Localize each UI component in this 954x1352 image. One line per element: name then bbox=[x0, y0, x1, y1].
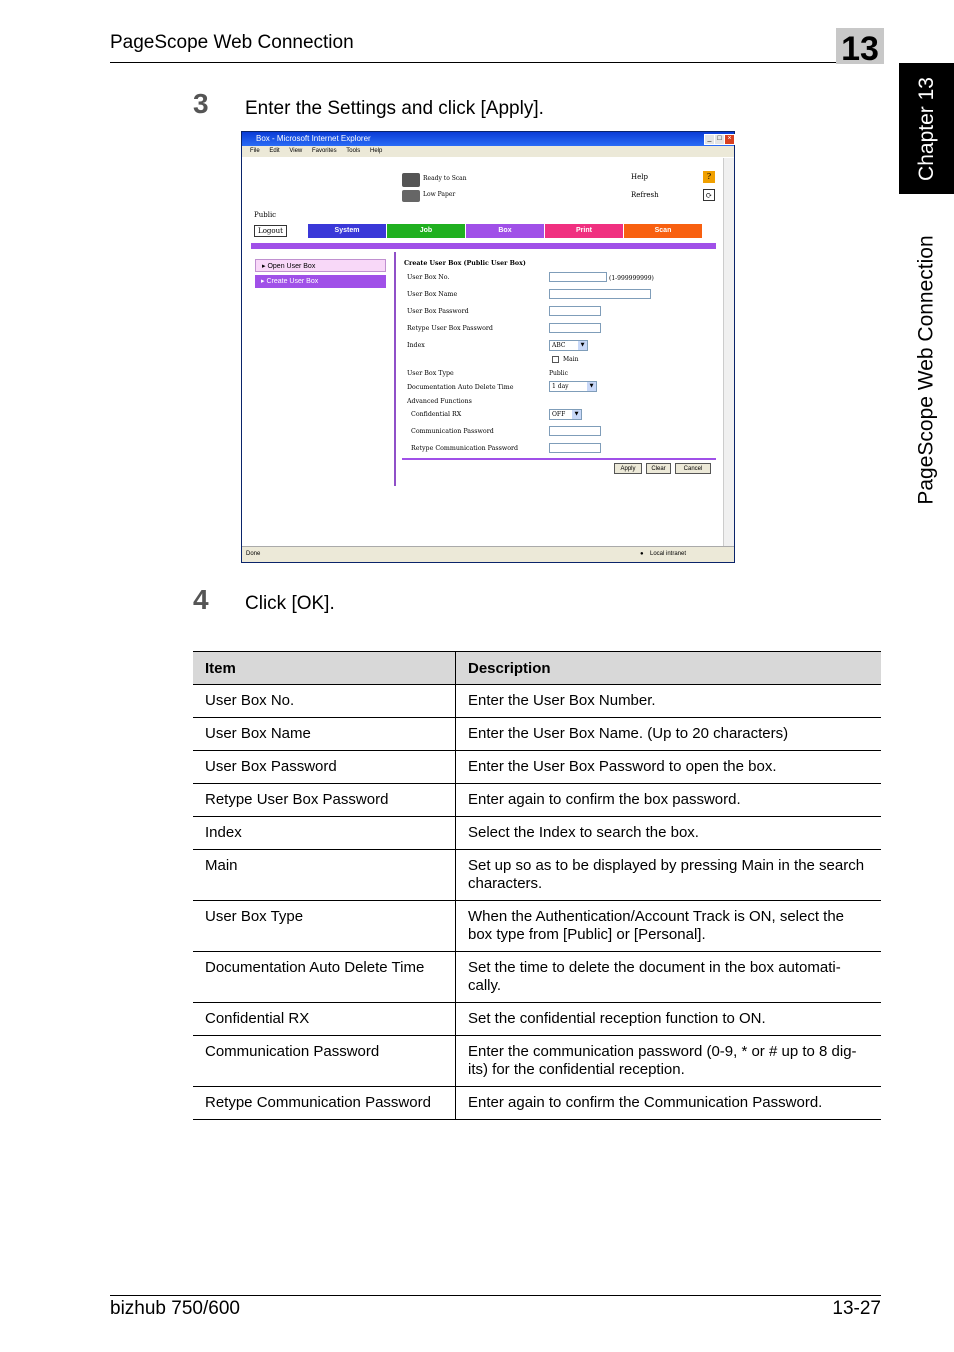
comm-password-input[interactable] bbox=[549, 426, 601, 436]
section-side-tab bbox=[899, 215, 954, 525]
label-user-box-type: User Box Type bbox=[407, 370, 454, 377]
user-box-no-input[interactable] bbox=[549, 272, 607, 282]
label-user-box-no: User Box No. bbox=[407, 274, 450, 281]
status-done: Done bbox=[246, 551, 261, 557]
chevron-down-icon: ▼ bbox=[587, 382, 596, 391]
table-cell-item: Retype User Box Password bbox=[193, 784, 456, 817]
menu-view[interactable]: View bbox=[289, 148, 303, 154]
user-box-name-input[interactable] bbox=[549, 289, 651, 299]
content-divider bbox=[394, 252, 396, 486]
menu-file[interactable]: File bbox=[250, 148, 260, 154]
table-cell-item: User Box Type bbox=[193, 901, 456, 952]
chevron-down-icon: ▼ bbox=[572, 410, 581, 419]
step-text: Enter the Settings and click [Apply]. bbox=[245, 98, 544, 119]
chapter-side-label: Chapter 13 bbox=[914, 76, 938, 181]
table-cell-description: Set the confidential reception function to ON. bbox=[456, 1003, 882, 1036]
table-cell-item: Main bbox=[193, 850, 456, 901]
globe-icon: ● bbox=[640, 551, 644, 557]
auto-delete-select-value: 1 day bbox=[552, 383, 569, 390]
table-cell-description: Set up so as to be displayed by pressing Main in the search characters. bbox=[456, 850, 882, 901]
table-cell-item: Index bbox=[193, 817, 456, 850]
table-cell-description: Select the Index to search the box. bbox=[456, 817, 882, 850]
confidential-rx-select[interactable] bbox=[549, 409, 582, 420]
menu-tools[interactable]: Tools bbox=[346, 148, 361, 154]
browser-status-bar bbox=[242, 546, 734, 562]
form-rule bbox=[402, 458, 716, 460]
refresh-icon[interactable]: ⟳ bbox=[703, 189, 715, 201]
table-cell-item: User Box Name bbox=[193, 718, 456, 751]
label-confidential-rx: Confidential RX bbox=[411, 411, 462, 418]
box-tab-bar bbox=[251, 243, 716, 249]
retype-password-input[interactable] bbox=[549, 323, 601, 333]
table-cell-item: Retype Communication Password bbox=[193, 1087, 456, 1120]
refresh-link[interactable]: Refresh bbox=[631, 191, 659, 199]
confidential-rx-select-value: OFF bbox=[552, 411, 566, 418]
cancel-button[interactable]: Cancel bbox=[675, 463, 711, 474]
user-name: Public bbox=[254, 211, 277, 219]
help-link[interactable]: Help bbox=[631, 173, 648, 181]
browser-menu-bar bbox=[242, 146, 734, 157]
menu-favorites[interactable]: Favorites bbox=[311, 148, 337, 154]
table-cell-description: Enter the User Box Number. bbox=[456, 685, 882, 718]
table-cell-item: Confidential RX bbox=[193, 1003, 456, 1036]
label-auto-delete: Documentation Auto Delete Time bbox=[407, 384, 514, 391]
index-select[interactable] bbox=[549, 340, 588, 351]
table-row bbox=[193, 1003, 881, 1036]
user-box-type-value: Public bbox=[549, 370, 568, 377]
header-rule bbox=[110, 62, 841, 63]
status-ready: Ready to Scan bbox=[423, 175, 467, 182]
browser-screenshot bbox=[241, 131, 735, 563]
chevron-down-icon: ▼ bbox=[578, 341, 587, 350]
table-cell-description: Set the time to delete the document in the box automati-cally. bbox=[456, 952, 882, 1003]
browser-title-bar bbox=[242, 132, 734, 146]
running-header-title: PageScope Web Connection bbox=[110, 32, 354, 53]
tab-box[interactable]: Box bbox=[466, 224, 544, 238]
table-cell-description: Enter again to confirm the box password. bbox=[456, 784, 882, 817]
form-title: Create User Box (Public User Box) bbox=[404, 260, 526, 267]
sidebar-item-open-user-box[interactable]: ▸ Open User Box bbox=[255, 259, 386, 272]
sidebar-item-create-user-box[interactable]: ▸ Create User Box bbox=[255, 275, 386, 288]
clear-button[interactable]: Clear bbox=[646, 463, 671, 474]
table-row bbox=[193, 1087, 881, 1120]
sidebar-item-label: Open User Box bbox=[267, 263, 316, 270]
table-cell-item: User Box No. bbox=[193, 685, 456, 718]
table-row bbox=[193, 718, 881, 751]
minimize-icon[interactable]: _ bbox=[704, 134, 715, 145]
table-cell-item: Communication Password bbox=[193, 1036, 456, 1087]
table-row bbox=[193, 952, 881, 1003]
main-checkbox[interactable] bbox=[552, 356, 559, 363]
table-row bbox=[193, 850, 881, 901]
table-row bbox=[193, 1036, 881, 1087]
browser-window-title: Box - Microsoft Internet Explorer bbox=[256, 134, 371, 143]
label-retype-comm-password: Retype Communication Password bbox=[411, 445, 519, 452]
printer-icon bbox=[402, 173, 420, 187]
footer-rule bbox=[110, 1295, 881, 1296]
paper-icon bbox=[402, 190, 420, 202]
table-row bbox=[193, 685, 881, 718]
label-user-box-name: User Box Name bbox=[407, 291, 458, 298]
table-cell-description: Enter the communication password (0-9, * or # up to 8 dig-its) for the confidential reception. bbox=[456, 1036, 882, 1087]
label-user-box-password: User Box Password bbox=[407, 308, 469, 315]
label-advanced-functions: Advanced Functions bbox=[407, 398, 472, 405]
table-cell-description: Enter the User Box Name. (Up to 20 characters) bbox=[456, 718, 882, 751]
tab-scan[interactable]: Scan bbox=[624, 224, 702, 238]
browser-content bbox=[245, 158, 720, 546]
table-row bbox=[193, 901, 881, 952]
step-number: 4 bbox=[193, 584, 209, 615]
menu-edit[interactable]: Edit bbox=[269, 148, 280, 154]
user-box-no-hint: (1-999999999) bbox=[609, 275, 654, 282]
table-cell-item: User Box Password bbox=[193, 751, 456, 784]
user-box-password-input[interactable] bbox=[549, 306, 601, 316]
apply-button[interactable]: Apply bbox=[614, 463, 642, 474]
footer-model: bizhub 750/600 bbox=[110, 1298, 240, 1319]
auto-delete-select[interactable] bbox=[549, 381, 597, 392]
table-row bbox=[193, 817, 881, 850]
main-label: Main bbox=[563, 356, 579, 363]
table-cell-item: Documentation Auto Delete Time bbox=[193, 952, 456, 1003]
browser-scrollbar[interactable] bbox=[723, 158, 734, 546]
page-number: 13-27 bbox=[832, 1298, 881, 1319]
chapter-number: 13 bbox=[841, 30, 879, 68]
status-paper: Low Paper bbox=[423, 191, 456, 198]
table-header-row bbox=[193, 652, 881, 685]
settings-description-table bbox=[193, 651, 881, 1120]
step-text: Click [OK]. bbox=[245, 593, 335, 614]
sidebar-item-label: Create User Box bbox=[266, 278, 319, 285]
logout-button[interactable]: Logout bbox=[254, 225, 287, 237]
table-header-description: Description bbox=[456, 652, 882, 685]
table-row bbox=[193, 751, 881, 784]
step-number: 3 bbox=[193, 88, 209, 119]
label-comm-password: Communication Password bbox=[411, 428, 494, 435]
index-select-value: ABC bbox=[552, 342, 566, 349]
close-icon[interactable]: × bbox=[724, 134, 735, 145]
section-side-label: PageScope Web Connection bbox=[914, 235, 938, 505]
maximize-icon[interactable]: □ bbox=[714, 134, 725, 145]
chapter-side-tab bbox=[899, 63, 954, 194]
status-zone: Local intranet bbox=[650, 551, 687, 557]
table-cell-description: Enter the User Box Password to open the box. bbox=[456, 751, 882, 784]
table-header-item: Item bbox=[193, 652, 456, 685]
table-cell-description: Enter again to confirm the Communication Password. bbox=[456, 1087, 882, 1120]
tab-print[interactable]: Print bbox=[545, 224, 623, 238]
tab-system[interactable]: System bbox=[308, 224, 386, 238]
table-cell-description: When the Authentication/Account Track is ON, select the box type from [Public] or [Personal]. bbox=[456, 901, 882, 952]
retype-comm-password-input[interactable] bbox=[549, 443, 601, 453]
tab-job[interactable]: Job bbox=[387, 224, 465, 238]
menu-help[interactable]: Help bbox=[369, 148, 383, 154]
table-row bbox=[193, 784, 881, 817]
label-retype-password: Retype User Box Password bbox=[407, 325, 493, 332]
help-icon[interactable]: ? bbox=[703, 171, 715, 183]
label-index: Index bbox=[407, 342, 425, 349]
